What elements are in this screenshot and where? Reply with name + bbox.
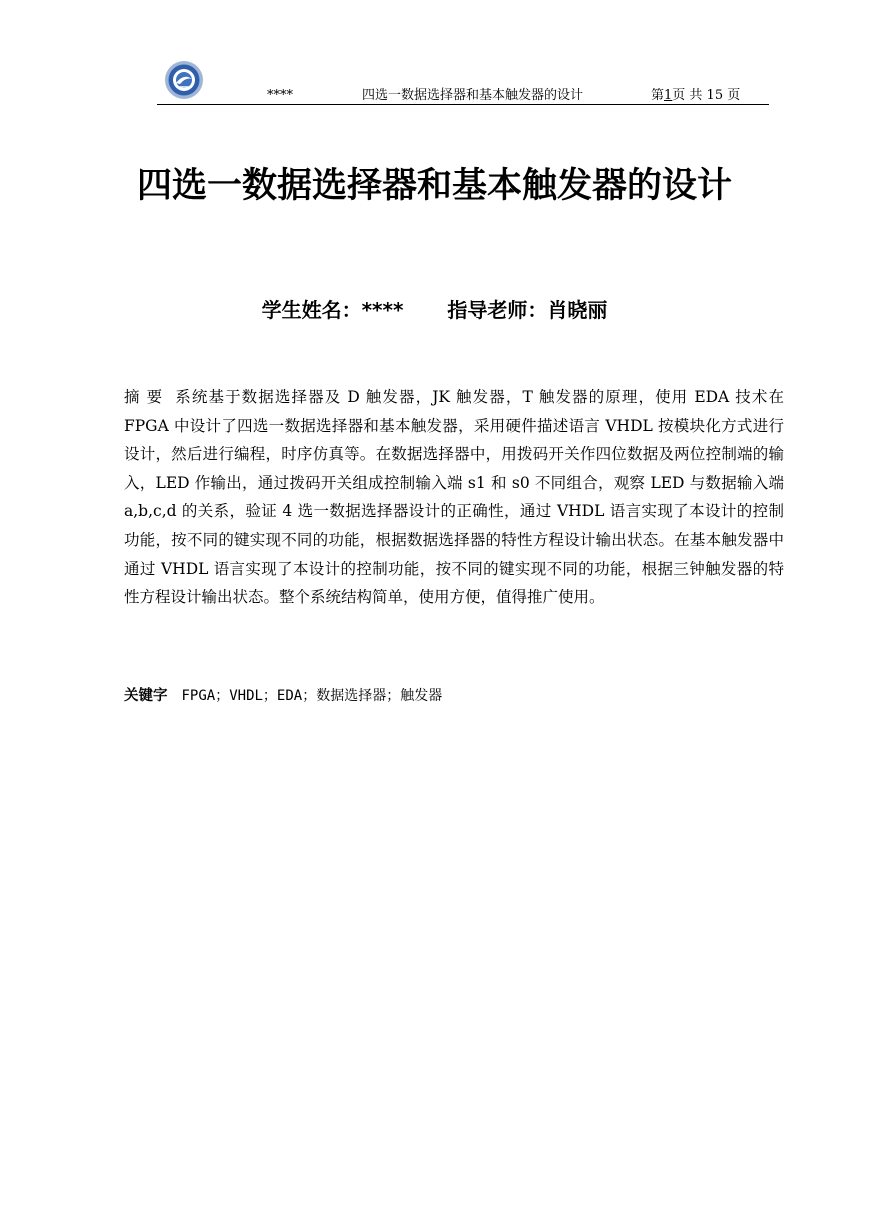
advisor-name: 肖晓丽 <box>547 298 608 322</box>
page-prefix: 第 <box>651 88 665 103</box>
keywords-text: FPGA；VHDL；EDA；数据选择器；触发器 <box>181 688 443 704</box>
header-page-info <box>651 88 740 104</box>
university-logo-icon <box>164 60 204 100</box>
header-author: **** <box>267 88 293 103</box>
student-name: **** <box>361 298 404 322</box>
page-suffix: 页 共 15 页 <box>672 88 741 103</box>
keywords-label: 关键字 <box>124 688 168 704</box>
student-label: 学生姓名： <box>261 298 362 322</box>
header-title: 四选一数据选择器和基本触发器的设计 <box>362 88 584 103</box>
abstract-label: 摘 要 <box>124 388 164 406</box>
advisor-label: 指导老师： <box>447 298 548 322</box>
author-byline <box>0 296 869 324</box>
document-title: 四选一数据选择器和基本触发器的设计 <box>136 166 732 206</box>
abstract-paragraph <box>124 383 784 612</box>
keywords-line <box>124 684 784 708</box>
abstract-text: 系统基于数据选择器及 D 触发器，JK 触发器，T 触发器的原理，使用 EDA 技术在 FPGA 中设计了四选一数据选择器和基本触发器，采用硬件描述语言 VHDL 按模块化方式进行设计，然后进行编程，时序仿真等。在数据选择器中，用拨码开关作四位数据及两位控制端的输入，LED 作输出，通过拨码开关组成控制输入端 s1 和 s0 不同组合，观察 LED 与数据输入端 a,b,c,d 的关系，验证 4 选一数据选择器设计的正确性，通过 VHDL 语言实现了本设计的控制功能，按不同的键实现不同的功能，根据数据选择器的特性方程设计输出状态。在基本触发器中通过 VHDL 语言实现了本设计的控制功能，按不同的键实现不同的功能，根据三钟触发器的特性方程设计输出状态。整个系统结构简单，使用方便，值得推广使用。 <box>124 388 784 607</box>
page-number: 1 <box>664 88 673 103</box>
page-header <box>157 60 769 105</box>
